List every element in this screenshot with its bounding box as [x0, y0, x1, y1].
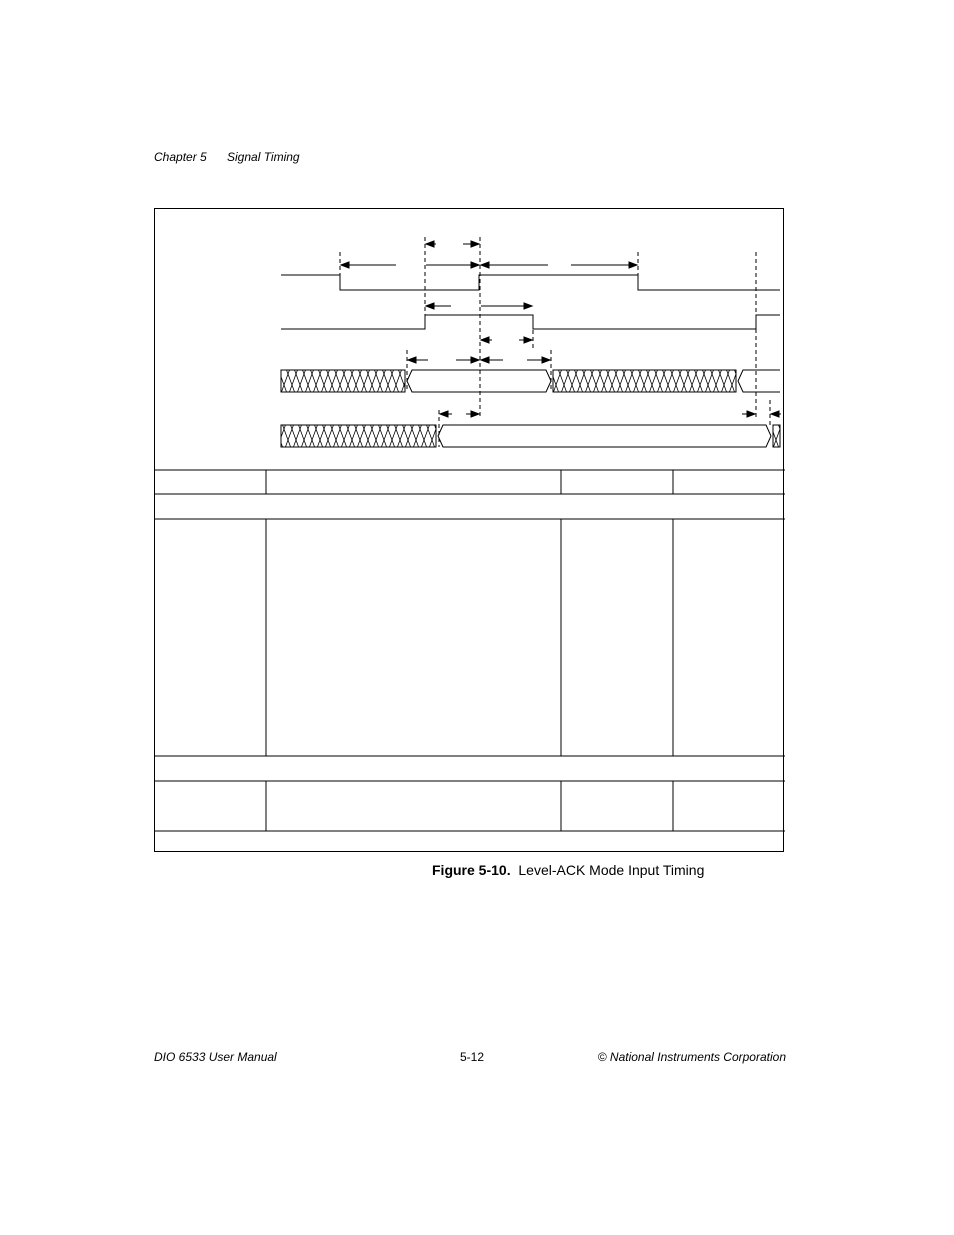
figure-caption: [432, 862, 704, 878]
data-bus-2: [281, 425, 780, 447]
data-bus-1: [281, 370, 780, 392]
waveform-1: [281, 275, 780, 290]
timing-table: [154, 470, 785, 831]
waveform-2: [281, 315, 780, 329]
reference-lines: [340, 237, 770, 447]
figure-number: Figure 5-10.: [432, 862, 511, 878]
page-number: 5-12: [460, 1050, 485, 1064]
copyright-notice: © National Instruments Corporation: [597, 1050, 786, 1064]
chapter-label: Chapter 5: [154, 150, 207, 164]
manual-title: DIO 6533 User Manual: [154, 1050, 277, 1064]
section-title: Signal Timing: [227, 150, 300, 164]
figure-title: Level-ACK Mode Input Timing: [518, 862, 705, 878]
